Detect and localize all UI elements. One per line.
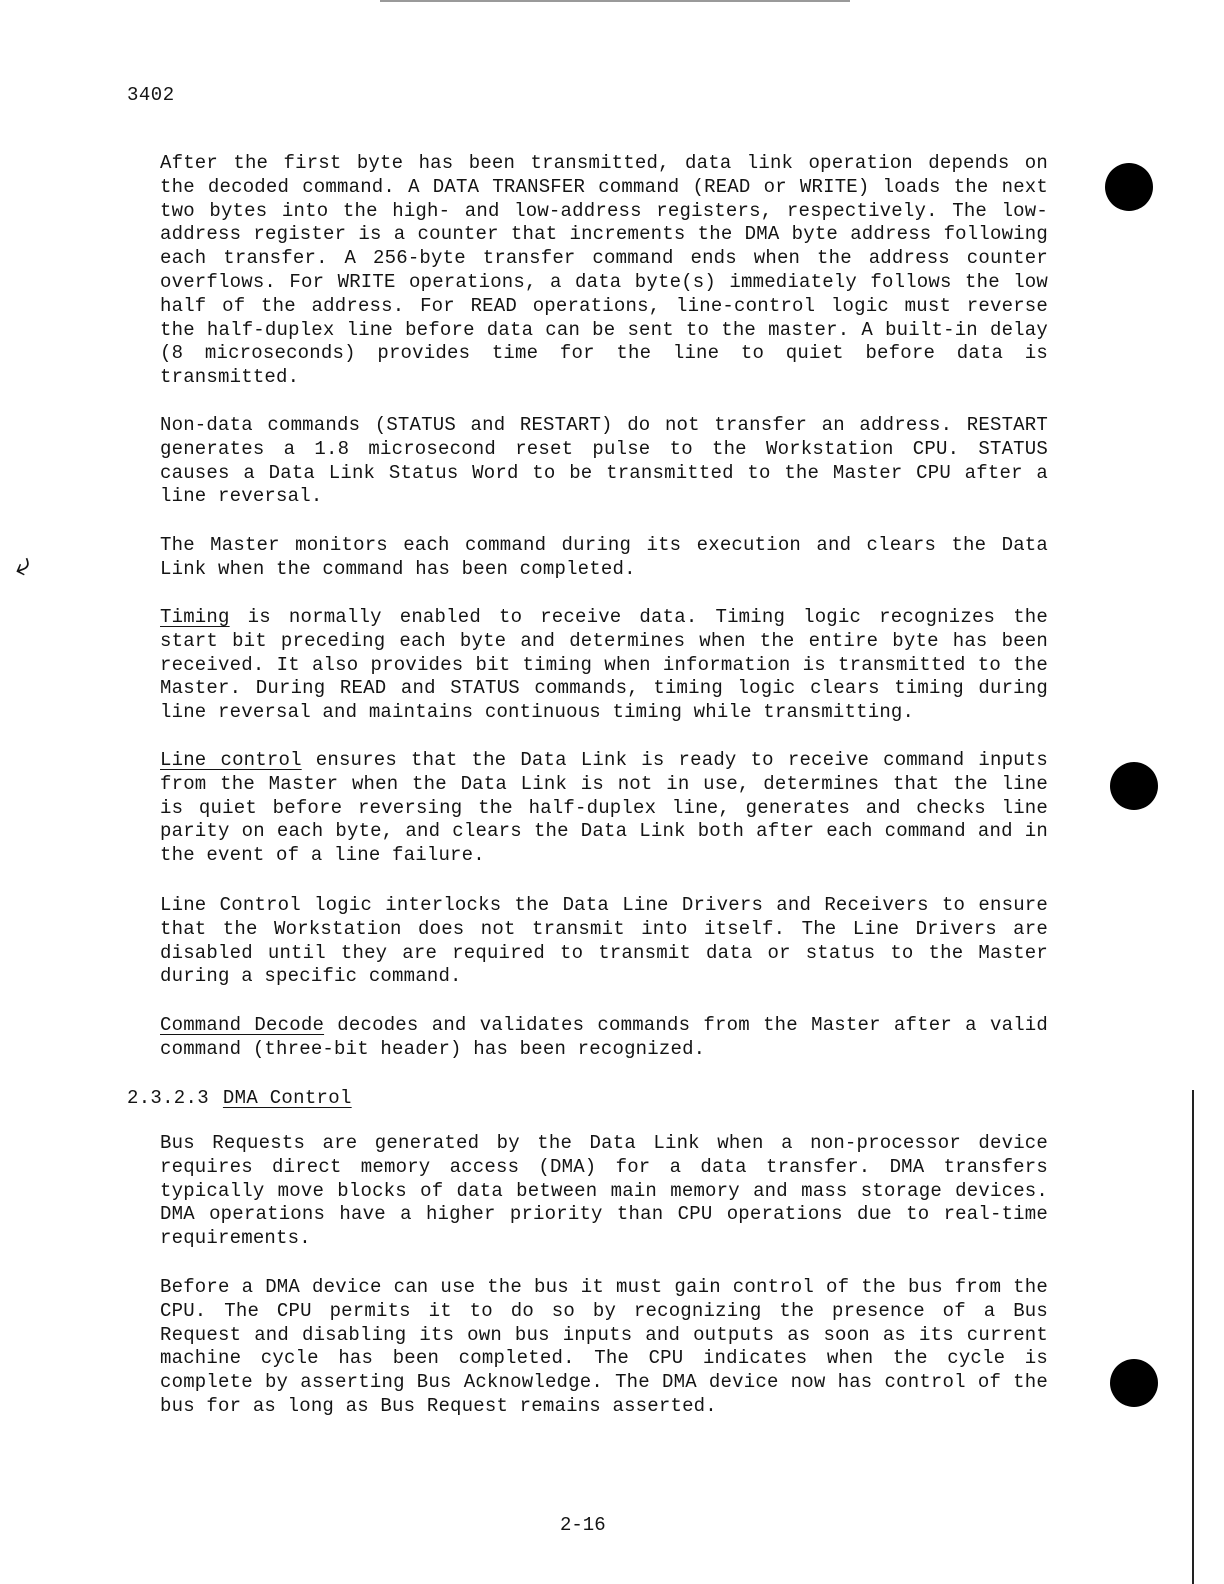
section-number: 2.3.2.3 xyxy=(127,1087,209,1109)
section-heading-dma-control xyxy=(127,1087,352,1109)
margin-mark: ⤶ xyxy=(8,546,37,585)
paragraph-timing xyxy=(160,606,1048,725)
paragraph-line-control-text: ensures that the Data Link is ready to receive command inputs from the Master when the Data Link is not in use, determines that the line is quiet before reversing the half-duplex line, generates and checks line parity on each byte, and clears the Data Link both after each command and in the event of a line failure. xyxy=(160,749,1048,867)
paragraph-command-decode-text: decodes and validates commands from the Master after a valid command (three-bit header) has been recognized. xyxy=(160,1014,1048,1060)
paragraph-timing-text: is normally enabled to receive data. Timing logic recognizes the start bit preceding each byte and determines when the entire byte has been received. It also provides bit timing when information is transmitted to the Master. During READ and STATUS commands, timing logic clears timing during line reversal and maintains continuous timing while transmitting. xyxy=(160,606,1048,724)
term-timing: Timing xyxy=(160,606,230,628)
punch-hole-top xyxy=(1105,163,1153,211)
punch-hole-middle xyxy=(1110,762,1158,810)
punch-hole-bottom xyxy=(1110,1359,1158,1407)
paragraph-data-link-operation: After the first byte has been transmitted, data link operation depends on the decoded command. A DATA TRANSFER command (READ or WRITE) loads the next two bytes into the high- and low-address registers, respectively. The low-address register is a counter that increments the DMA byte address following each transfer. A 256-byte transfer command ends when the address counter overflows. For WRITE operations, a data byte(s) immediately follows the low half of the address. For READ operations, line-control logic must reverse the half-duplex line before data can be sent to the master. A built-in delay (8 microseconds) provides time for the line to quiet before data is transmitted. xyxy=(160,152,1048,389)
paragraph-dma-device-control: Before a DMA device can use the bus it must gain control of the bus from the CPU. The CPU permits it to do so by recognizing the presence of a Bus Request and disabling its own bus inputs and outputs as soon as its current machine cycle has been completed. The CPU indicates when the cycle is complete by asserting Bus Acknowledge. The DMA device now has control of the bus for as long as Bus Request remains asserted. xyxy=(160,1276,1048,1417)
paragraph-master-monitors: The Master monitors each command during its execution and clears the Data Link when the command has been completed. xyxy=(160,534,1048,580)
section-title: DMA Control xyxy=(222,1087,352,1109)
paragraph-line-control-logic: Line Control logic interlocks the Data Line Drivers and Receivers to ensure that the Workstation does not transmit into itself. The Line Drivers are disabled until they are required to transmit data or status to the Master during a specific command. xyxy=(160,894,1048,988)
scan-top-rule xyxy=(380,0,850,2)
paragraph-line-control xyxy=(160,749,1048,868)
paragraph-command-decode xyxy=(160,1014,1048,1062)
paragraph-non-data-commands: Non-data commands (STATUS and RESTART) do not transfer an address. RESTART generates a 1.8 microsecond reset pulse to the Workstation CPU. STATUS causes a Data Link Status Word to be transmitted to the Master CPU after a line reversal. xyxy=(160,414,1048,508)
scan-right-edge-rule xyxy=(1192,1090,1194,1584)
page-header-number: 3402 xyxy=(127,84,175,106)
term-line-control: Line control xyxy=(160,749,302,771)
term-command-decode: Command Decode xyxy=(160,1014,325,1036)
page-footer-number: 2-16 xyxy=(560,1514,606,1536)
paragraph-bus-requests: Bus Requests are generated by the Data Link when a non-processor device requires direct memory access (DMA) for a data transfer. DMA transfers typically move blocks of data between main memory and mass storage devices. DMA operations have a higher priority than CPU operations due to real-time requirements. xyxy=(160,1132,1048,1250)
